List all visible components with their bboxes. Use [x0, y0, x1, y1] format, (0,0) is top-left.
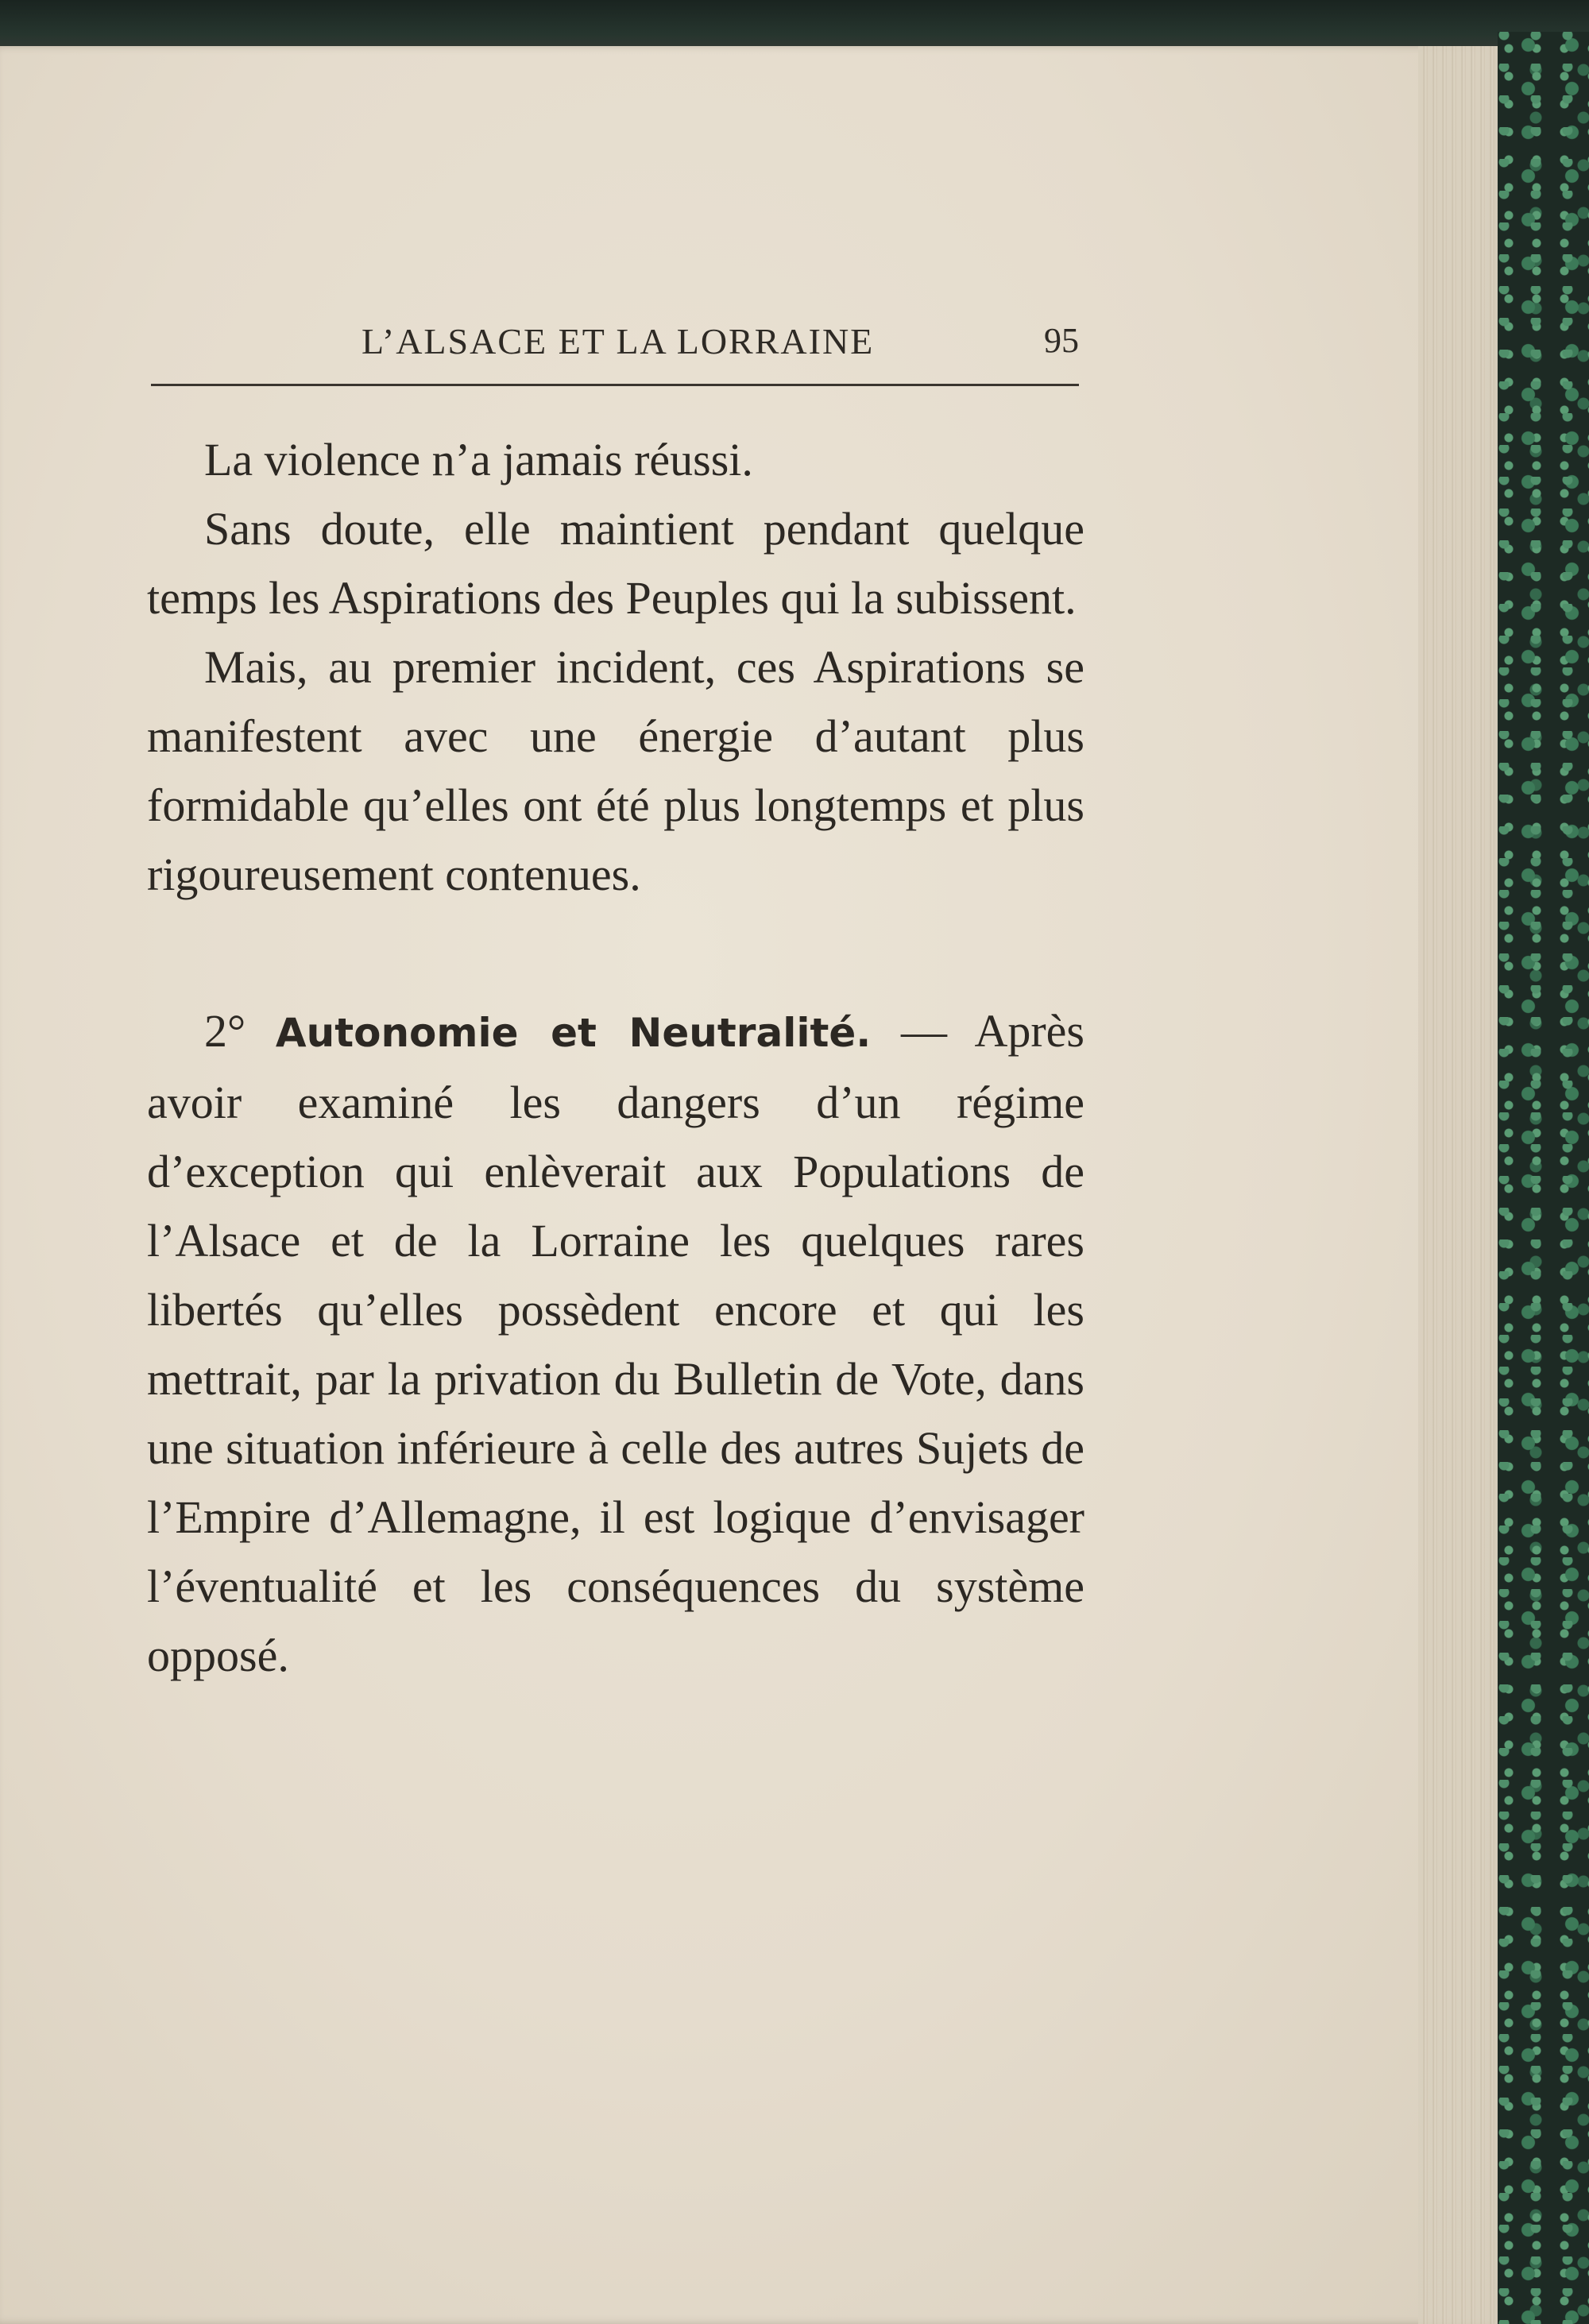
running-head — [151, 314, 1079, 369]
section-text: — Après avoir examiné les dangers d’un régime d’exception qui enlèverait aux Populations de l’Alsace et de la Lorraine les quelques rares libertés qu’elles possèdent encore et qui les mettrait, par la privation du Bulletin de Vote, dans une situation inférieure à celle des autres Sujets de l’Empire d’Allemagne, il est logique d’envisager l’éventualité et les conséquences du système opposé. — [147, 1005, 1084, 1681]
section-spacer — [147, 909, 1084, 996]
page-edges — [1418, 46, 1498, 2324]
section-paragraph — [147, 996, 1084, 1690]
section-heading: Autonomie et Neutralité. — [275, 1010, 872, 1056]
body-text — [147, 425, 1084, 1690]
paragraph-2: Sans doute, elle maintient pendant quelque temps les Aspirations des Peuples qui la subissent. — [147, 503, 1084, 624]
paragraph-1: La violence n’a jamais réussi. — [204, 434, 753, 485]
marbled-cover — [1498, 32, 1589, 2324]
running-title: L’ALSACE ET LA LORRAINE — [361, 321, 875, 362]
page-number: 95 — [1044, 321, 1079, 360]
paragraph-3: Mais, au premier incident, ces Aspirations se manifestent avec une énergie d’autant plus formidable qu’elles ont été plus longtemps et plus rigoureusement contenues. — [147, 641, 1084, 900]
section-number: 2° — [204, 1005, 246, 1057]
header-rule — [151, 384, 1079, 386]
